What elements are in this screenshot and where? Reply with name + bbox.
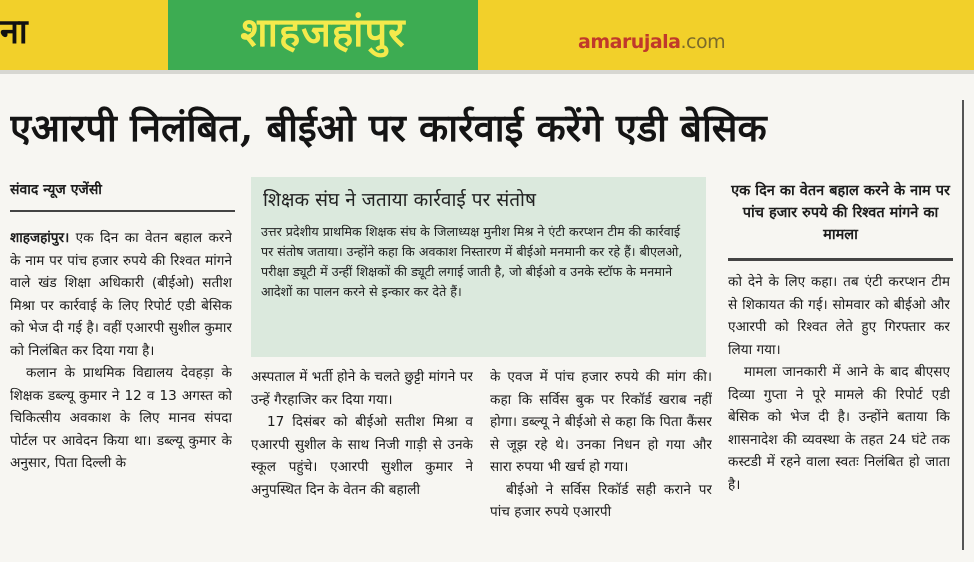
paragraph: अस्पताल में भर्ती होने के चलते छुट्टी मांगने पर उन्हें गैरहाजिर कर दिया गया।: [251, 369, 473, 408]
dateline: शाहजहांपुर।: [10, 230, 70, 246]
byline: संवाद न्यूज एजेंसी: [10, 182, 102, 198]
paragraph: 17 दिसंबर को बीईओ सतीश मिश्रा व एआरपी सुशील के साथ निजी गाड़ी से उनके स्कूल पहुंचे। एआरपी सुशील कुमार ने अनुपस्थित दिन के वेतन की बहाली: [251, 414, 473, 498]
masthead-shadow: [0, 70, 974, 74]
paragraph: कलान के प्राथमिक विद्यालय देवहड़ा के शिक्षक डब्ल्यू कुमार ने 12 व 13 अगस्त को चिकित्सीय अवकाश के लिए मानव संपदा पोर्टल पर आवेदन किया था। डब्ल्यू कुमार के अनुसार, पिता दिल्ली के: [10, 365, 232, 471]
brand-suffix: .com: [680, 31, 726, 53]
masthead-city-band: [168, 0, 478, 70]
article-column-4: [728, 271, 950, 562]
side-summary: एक दिन का वेतन बहाल करने के नाम पर पांच हजार रुपये की रिश्वत मांगने का मामला: [731, 183, 950, 243]
sidebar-title: शिक्षक संघ ने जताया कार्रवाई पर संतोष: [263, 189, 536, 211]
article-column-1: [10, 227, 232, 562]
sidebar-text: उत्तर प्रदेशीय प्राथमिक शिक्षक संघ के जिलाध्यक्ष मुनीश मिश्र ने एंटी करप्शन टीम की कार्रवाई पर संतोष जताया। उन्होंने कहा कि अवकाश निस्तारण में बीईओ मनमानी कर रहे हैं। बीएलओ, परीक्षा ड्यूटी में उन्हीं शिक्षकों की ड्यूटी लगाई जाती है, जो बीईओ व उनके स्टॉफ के मनमाने आदेशों का पालन करने से इन्कार कर देते हैं।: [261, 224, 683, 299]
article-column-2: [251, 366, 473, 562]
masthead-yellow-right: [478, 0, 974, 70]
brand-logo: [578, 31, 725, 53]
paragraph: के एवज में पांच हजार रुपये की मांग की। कहा कि सर्विस बुक पर रिकॉर्ड खराब नहीं होगा। डब्ल्यू ने बीईओ से कहा कि पिता कैंसर से जूझ रहे थे। उनका निधन हो गया और सारा रुपया भी खर्च हो गया।: [490, 369, 712, 475]
paragraph: मामला जानकारी में आने के बाद बीएसए दिव्या गुप्ता ने पूरे मामले की रिपोर्ट एडी बेसिक को भेज दी है। उन्होंने बताया कि शासनादेश की व्यवस्था के तहत 24 घंटे तक कस्टडी में रहने वाला स्वतः निलंबित हो जाता है।: [728, 364, 950, 493]
brand-name: amarujala: [578, 31, 681, 53]
paragraph: [10, 227, 232, 362]
side-summary-rule: [728, 258, 953, 261]
article-headline: एआरपी निलंबित, बीईओ पर कार्रवाई करेंगे एडी बेसिक: [10, 105, 767, 150]
paragraph: बीईओ ने सर्विस रिकॉर्ड सही कराने पर पांच हजार रुपये एआरपी: [490, 481, 712, 520]
column-divider: [962, 100, 964, 550]
city-name: शाहजहांपुर: [240, 10, 406, 56]
edition-name-fragment: ना: [0, 12, 28, 52]
lead-text: एक दिन का वेतन बहाल करने के नाम पर पांच हजार रुपये की रिश्वत मांगने वाले खंड शिक्षा अधिकारी (बीईओ) सतीश मिश्रा पर कार्रवाई के लिए रिपोर्ट एडी बेसिक को भेज दी गई है। वहीं एआरपी सुशील कुमार को निलंबित कर दिया गया है।: [10, 230, 232, 359]
masthead-yellow-left: [0, 0, 168, 70]
byline-rule: [10, 210, 235, 212]
sidebar-box: [251, 177, 706, 357]
article-column-3: [490, 366, 712, 562]
paragraph: को देने के लिए कहा। तब एंटी करप्शन टीम से शिकायत की गई। सोमवार को बीईओ और एआरपी को रिश्वत लेते हुए गिरफ्तार कर लिया गया।: [728, 274, 950, 358]
